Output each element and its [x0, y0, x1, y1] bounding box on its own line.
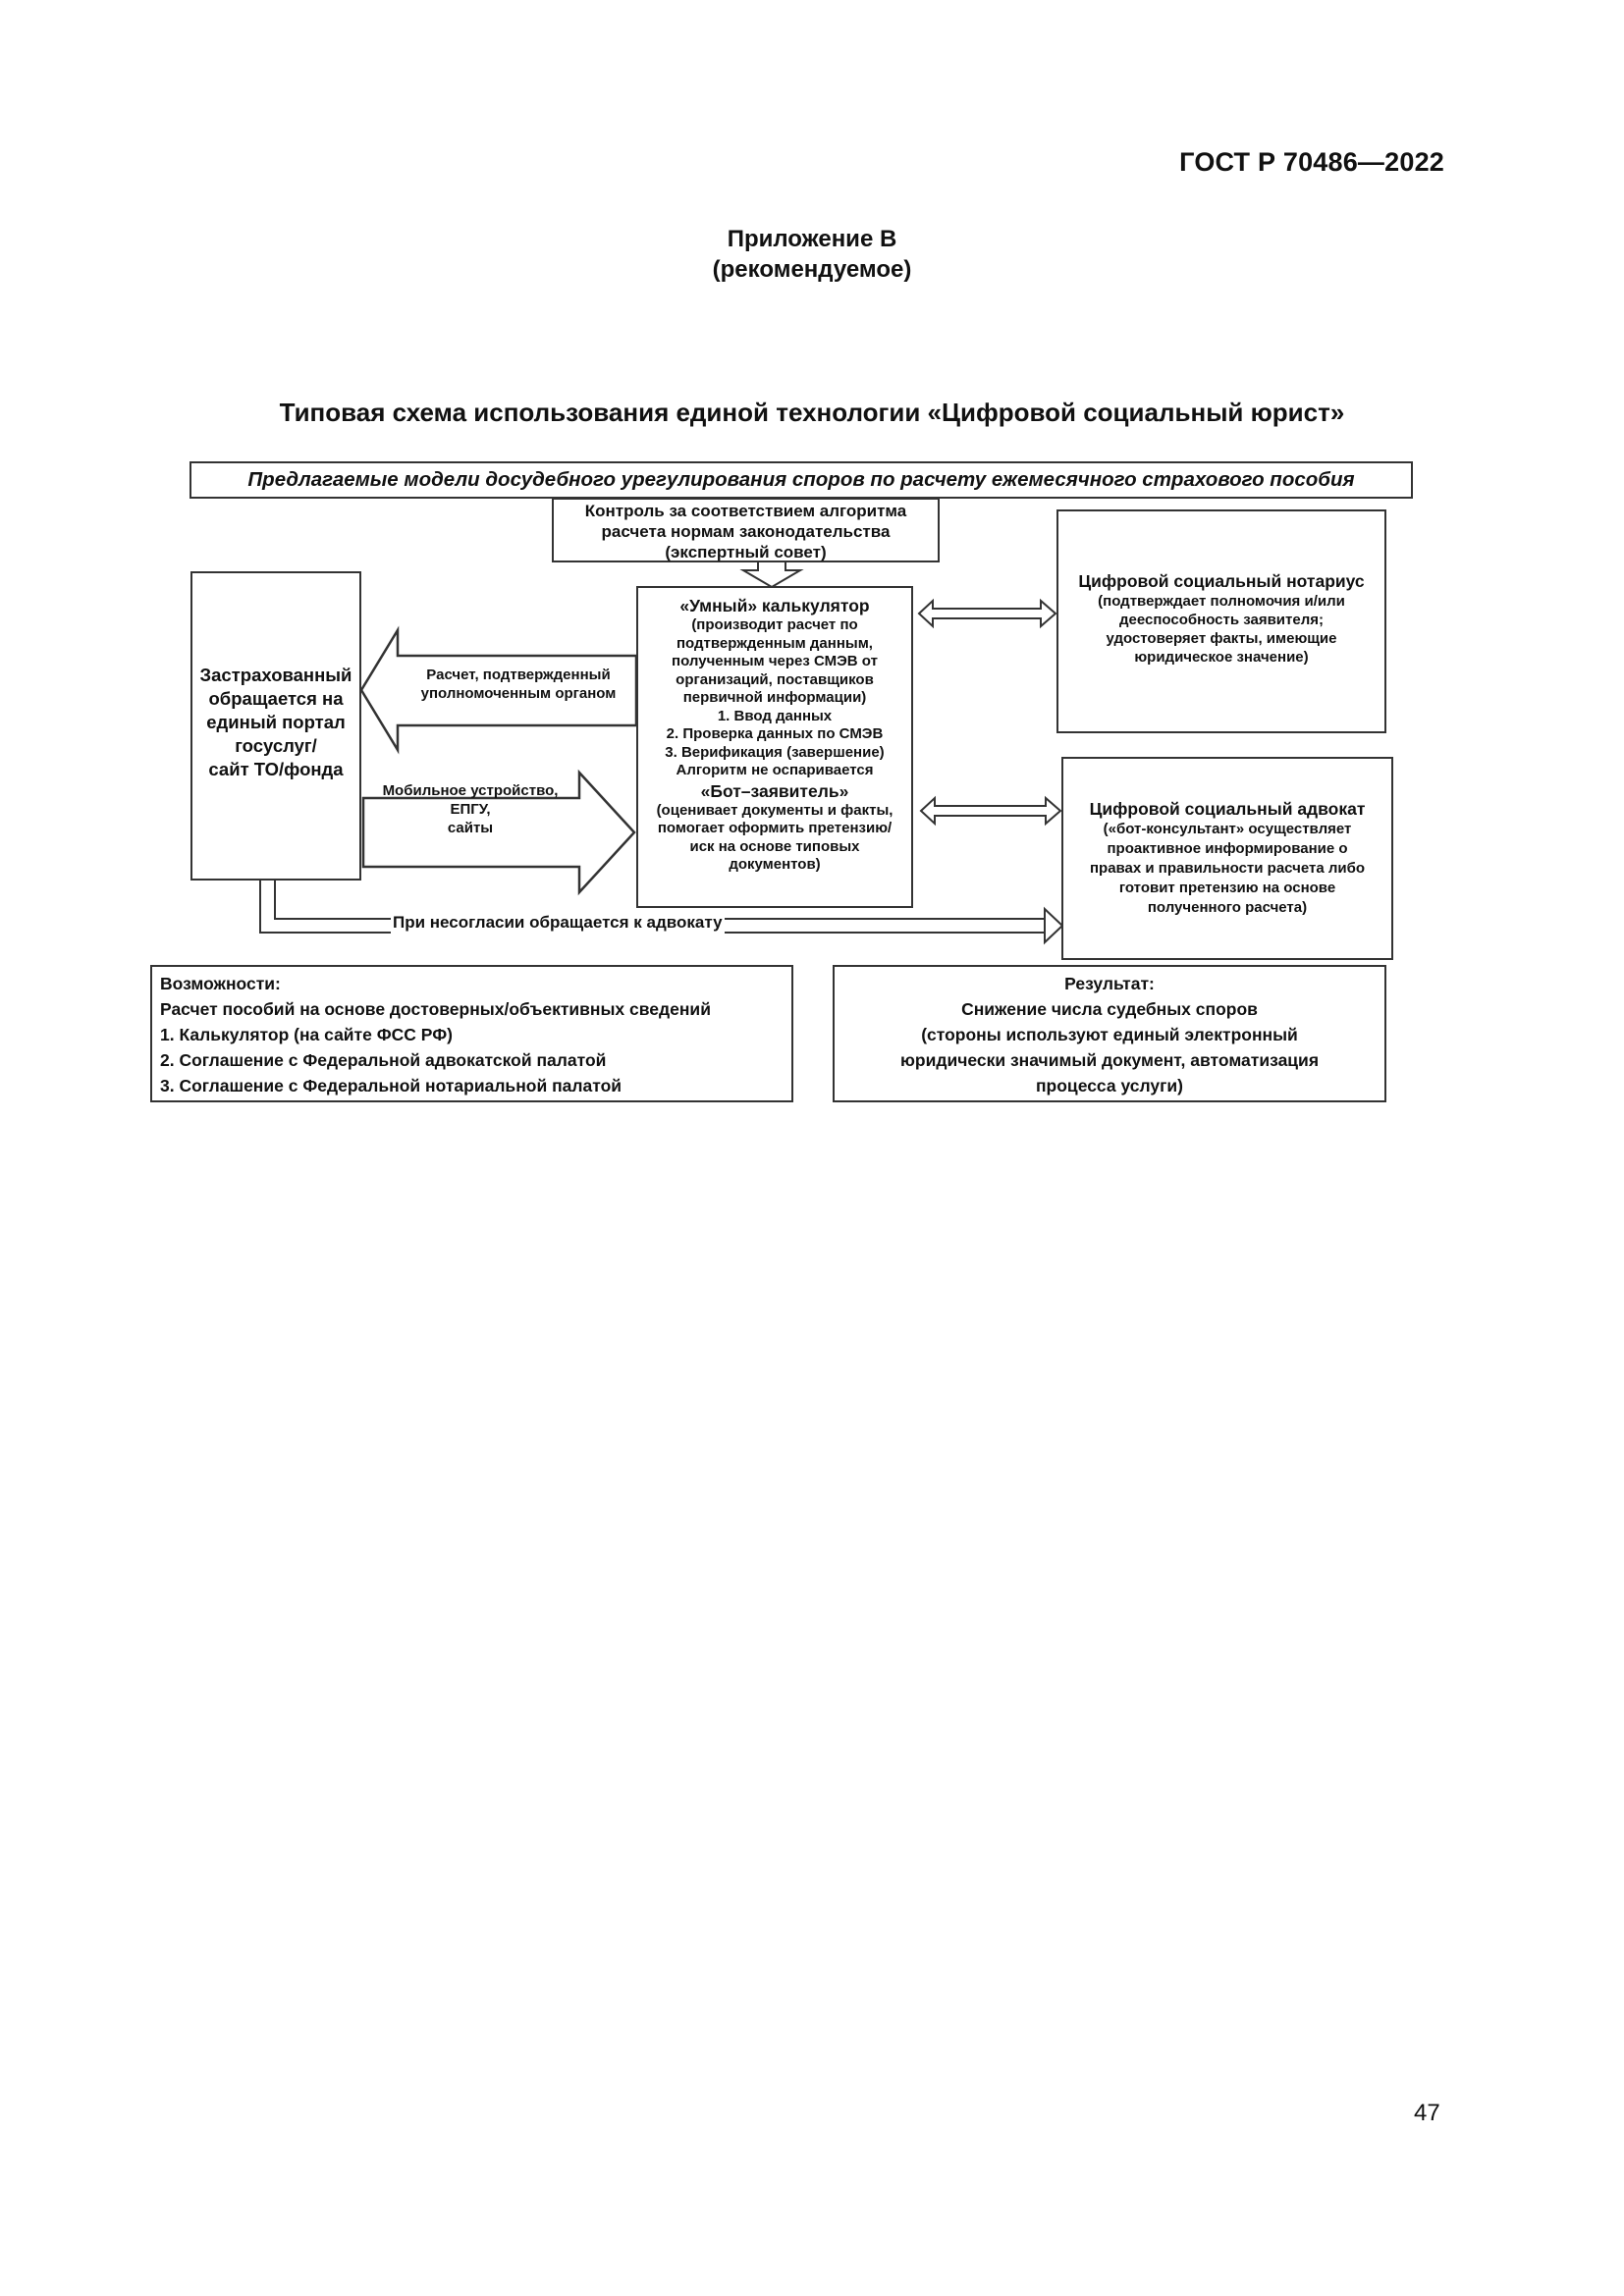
control-line-2: расчета нормам законодательства: [601, 522, 891, 541]
appendix-subtitle: (рекомендуемое): [712, 256, 912, 283]
disagreement-label: При несогласии обращается к адвокату: [393, 913, 723, 932]
insured-line-3: единый портал: [206, 712, 346, 732]
notary-double-arrow: [919, 601, 1056, 626]
insured-line-2: обращается на: [208, 688, 344, 709]
appendix-title: Приложение В: [727, 226, 897, 252]
calculator-body-3: полученным через СМЭВ от: [672, 653, 878, 669]
advocate-body-5: полученного расчета): [1147, 899, 1308, 916]
back-arrow-label-1: Расчет, подтвержденный: [426, 667, 611, 683]
forward-arrow-label-2: сайты: [447, 820, 494, 836]
smart-calculator-box: [636, 586, 913, 908]
result-item-3: процесса услуги): [1035, 1076, 1183, 1095]
control-box: [552, 498, 940, 562]
page-number: 47: [1414, 2100, 1440, 2126]
opportunities-item-3: 3. Соглашение с Федеральной нотариальной палатой: [160, 1076, 623, 1095]
bot-body-1: (оценивает документы и факты,: [656, 801, 893, 819]
opportunities-box: [150, 965, 793, 1102]
banner-box: [189, 461, 1413, 499]
advocate-body-4: готовит претензию на основе: [1118, 880, 1336, 896]
result-item-1: (стороны используют единый электронный: [921, 1025, 1298, 1044]
standard-number: ГОСТ Р 70486—2022: [1179, 147, 1444, 177]
insured-line-5: сайт ТО/фонда: [208, 759, 344, 779]
advocate-body-2: проактивное информирование о: [1107, 840, 1348, 857]
forward-arrow-label: [367, 781, 573, 837]
calculator-body-4: организаций, поставщиков: [676, 670, 874, 688]
bot-body-4: документов): [729, 856, 821, 873]
result-item-2: юридически значимый документ, автоматизация: [899, 1050, 1320, 1070]
insured-line-4: госуслуг/: [235, 735, 317, 756]
banner-text: Предлагаемые модели досудебного урегулирования споров по расчету ежемесячного страхового пособия: [247, 468, 1355, 491]
back-arrow-label: [410, 666, 626, 703]
calculator-body-5: первичной информации): [682, 689, 867, 706]
advocate-double-arrow: [921, 798, 1060, 824]
notary-body-4: юридическое значение): [1134, 649, 1309, 666]
result-box: [833, 965, 1386, 1102]
forward-arrow-label-1: Мобильное устройство, ЕПГУ,: [382, 782, 559, 818]
opportunities-item-1: 1. Калькулятор (на сайте ФСС РФ): [160, 1025, 454, 1044]
calculator-step-3: 3. Верификация (завершение): [665, 743, 885, 761]
result-title: Результат:: [1064, 974, 1155, 993]
notary-body-1: (подтверждает полномочия и/или: [1098, 593, 1345, 610]
bot-applicant-title: «Бот–заявитель»: [700, 780, 849, 801]
calculator-step-4: Алгоритм не оспаривается: [676, 762, 874, 778]
back-arrow-label-2: уполномоченным органом: [420, 685, 617, 702]
calculator-body-2: подтвержденным данным,: [677, 634, 873, 652]
notary-body-2: дееспособность заявителя;: [1118, 612, 1324, 628]
notary-title: Цифровой социальный нотариус: [1078, 571, 1365, 591]
digital-notary-box: [1056, 509, 1386, 733]
advocate-title: Цифровой социальный адвокат: [1089, 799, 1366, 819]
disagreement-arrowhead: [1045, 909, 1062, 942]
opportunities-item-2: 2. Соглашение с Федеральной адвокатской палатой: [160, 1050, 607, 1070]
opportunities-item-0: Расчет пособий на основе достоверных/объективных сведений: [160, 999, 711, 1019]
control-line-1: Контроль за соответствием алгоритма: [584, 502, 907, 520]
calculator-body-1: (производит расчет по: [691, 616, 858, 633]
calculator-step-2: 2. Проверка данных по СМЭВ: [666, 725, 884, 742]
advocate-body-1: («бот-консультант» осуществляет: [1103, 821, 1352, 837]
schema-title: Типовая схема использования единой технологии «Цифровой социальный юрист»: [279, 398, 1345, 427]
calculator-title: «Умный» калькулятор: [679, 596, 870, 615]
control-line-3: (экспертный совет): [665, 543, 827, 561]
insured-box: [190, 571, 361, 881]
bot-body-3: иск на основе типовых: [689, 837, 860, 855]
calculator-step-1: 1. Ввод данных: [717, 707, 833, 724]
advocate-body-3: правах и правильности расчета либо: [1089, 860, 1366, 877]
insured-line-1: Застрахованный: [199, 665, 352, 685]
opportunities-title: Возможности:: [160, 974, 281, 993]
notary-body-3: удостоверяет факты, имеющие: [1106, 630, 1337, 647]
result-item-0: Снижение числа судебных споров: [961, 999, 1258, 1019]
digital-advocate-box: [1061, 757, 1393, 960]
bot-body-2: помогает оформить претензию/: [657, 820, 893, 836]
